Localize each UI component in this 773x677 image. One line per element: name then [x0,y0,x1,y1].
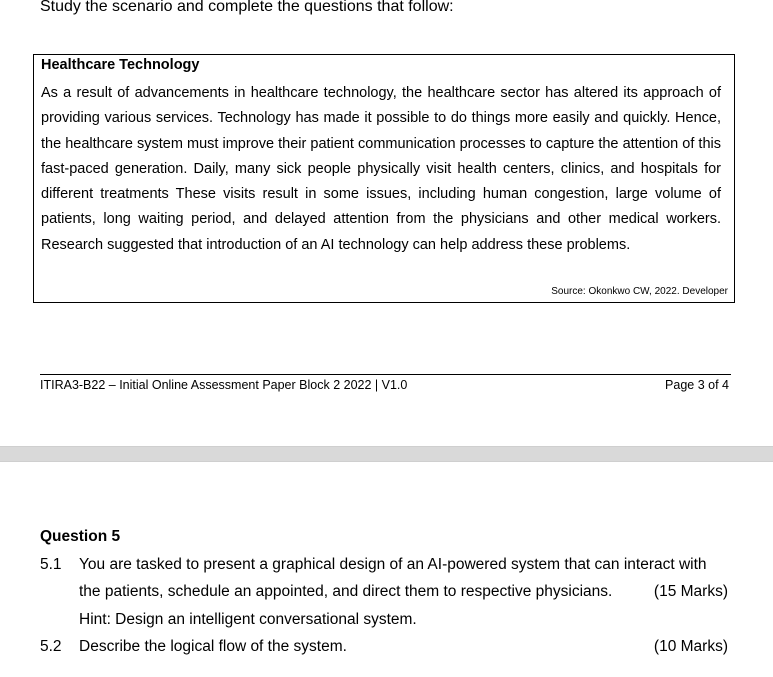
question-marks: (15 Marks) [653,583,728,600]
page-break-gap [0,446,773,462]
question-number: 5.2 [40,638,62,655]
footer-page-number: Page 3 of 4 [665,378,729,392]
question-text-line: the patients, schedule an appointed, and direct them to respective physicians. [79,583,613,600]
question-hint: Hint: Design an intelligent conversational system. [79,611,417,628]
footer-divider [40,374,731,375]
case-study-body: As a result of advancements in healthcare technology, the healthcare sector has altered its approach of providing various services. Technology has made it possible to do things more easily and quickly. Hence, the healthcare system must improve their patient communication processes to capture the attention of this fast-paced generation. Daily, many sick people physically visit health centers, clinics, and hospitals for different treatments These visits result in some issues, including human congestion, large volume of patients, long waiting period, and delayed attention from the physicians and other medical workers. Research suggested that introduction of an AI technology can help address these problems. [41,85,721,253]
case-study-source: Source: Okonkwo CW, 2022. Developer [551,286,728,297]
question-text-line: You are tasked to present a graphical design of an AI-powered system that can interact with [79,556,707,573]
case-study-title: Healthcare Technology [41,57,200,73]
footer-document-code: ITIRA3-B22 – Initial Online Assessment Paper Block 2 2022 | V1.0 [40,378,408,392]
question-marks: (10 Marks) [653,638,728,655]
page-break-edge [0,446,773,447]
question-heading: Question 5 [40,528,121,545]
question-number: 5.1 [40,556,62,573]
instruction-text: Study the scenario and complete the questions that follow: [40,0,454,15]
question-text-line: Describe the logical flow of the system. [79,638,347,655]
case-study-box [33,54,735,303]
page-break-edge [0,461,773,462]
